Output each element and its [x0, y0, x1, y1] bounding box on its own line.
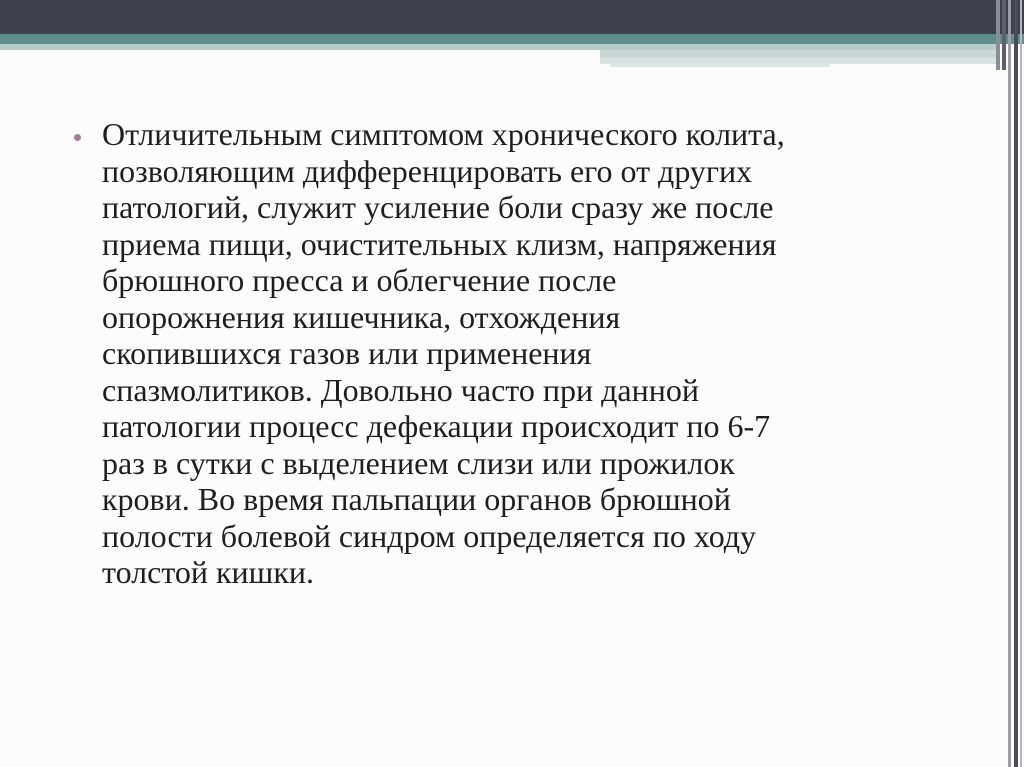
header-banner-teal — [0, 34, 1024, 44]
edge-decoration-stripe — [1020, 0, 1022, 767]
header-banner-dark — [0, 0, 1024, 34]
header-banner-light-stripe — [600, 50, 1000, 58]
bullet-dot-icon — [74, 134, 81, 141]
header-banner-light-stripe — [610, 64, 830, 67]
edge-decoration-stripe — [1002, 0, 1006, 70]
slide-body — [72, 116, 972, 591]
edge-decoration-stripe — [996, 0, 1000, 70]
edge-decoration-stripe — [1014, 0, 1018, 767]
edge-decoration-stripe — [1008, 0, 1011, 767]
bullet-item — [72, 116, 972, 591]
bullet-text: Отличительным симптомом хронического колита, позволяющим дифференцировать его от других патологий, служит усиление боли сразу же после приема пищи, очистительных клизм, напряжения брюшного пресса и облегчение после опорожнения кишечника, отхождения скопившихся газов или применения спазмолитиков. Довольно часто при данной патологии процесс дефекации происходит по 6-7 раз в сутки с выделением слизи или прожилок крови. Во время пальпации органов брюшной полости болевой синдром определяется по ходу толстой кишки. — [102, 116, 785, 590]
